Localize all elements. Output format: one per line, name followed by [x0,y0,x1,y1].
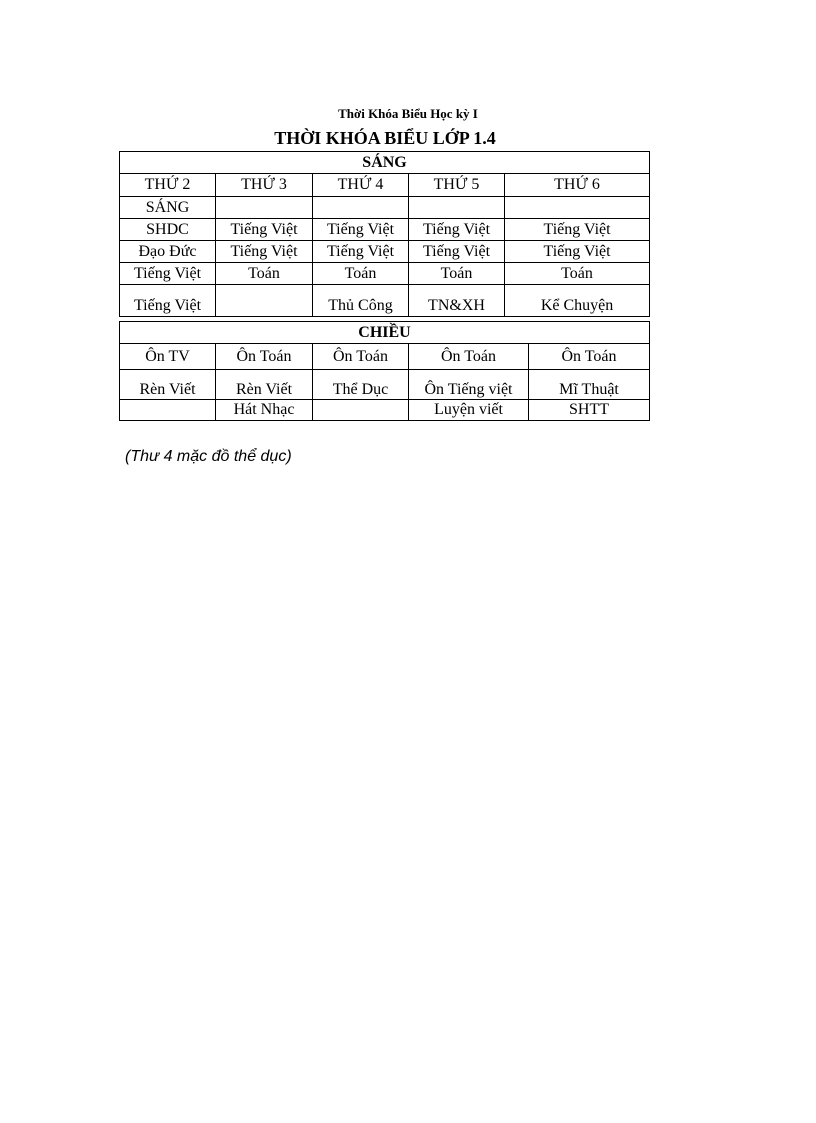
morning-section-label: SÁNG [120,152,650,174]
document-subtitle: Thời Khóa Biểu Học kỳ I [338,106,478,121]
table-row [120,263,650,285]
table-cell: Rèn Viết [120,370,216,400]
table-cell: Thủ Công [313,285,409,317]
day-header: THỨ 4 [313,174,409,197]
table-cell [120,400,216,421]
table-cell: SHTT [529,400,650,421]
table-cell: Ôn Toán [216,344,313,370]
table-cell: Ôn Toán [313,344,409,370]
table-cell: Ôn Toán [409,344,529,370]
table-cell: Tiếng Việt [216,219,313,241]
table-cell: Mĩ Thuật [529,370,650,400]
table-cell: Toán [409,263,505,285]
table-cell: Tiếng Việt [120,263,216,285]
table-cell: Tiếng Việt [409,241,505,263]
table-cell: SHDC [120,219,216,241]
table-cell [505,197,650,219]
table-cell: Tiếng Việt [409,219,505,241]
table-cell: Ôn TV [120,344,216,370]
table-cell: Luyện viết [409,400,529,421]
table-cell: Tiếng Việt [216,241,313,263]
table-cell: Thể Dục [313,370,409,400]
day-header: THỨ 6 [505,174,650,197]
table-row [120,285,650,317]
afternoon-section-row [120,322,650,344]
table-cell: Tiếng Việt [505,241,650,263]
table-row [120,241,650,263]
day-header: THỨ 3 [216,174,313,197]
table-cell: Tiếng Việt [505,219,650,241]
table-cell: Ôn Tiếng việt [409,370,529,400]
table-cell: Đạo Đức [120,241,216,263]
table-cell: Tiếng Việt [120,285,216,317]
table-cell: Tiếng Việt [313,241,409,263]
table-cell: Tiếng Việt [313,219,409,241]
morning-section-row [120,152,650,174]
table-row [120,400,650,421]
table-cell [313,197,409,219]
table-cell [216,285,313,317]
table-row [120,344,650,370]
uniform-note: (Thư 4 mặc đồ thể dục) [125,448,292,465]
table-cell: Toán [216,263,313,285]
table-row [120,197,650,219]
table-cell: Toán [505,263,650,285]
day-header: THỨ 5 [409,174,505,197]
table-cell: Rèn Viết [216,370,313,400]
table-cell: SÁNG [120,197,216,219]
table-cell: Ôn Toán [529,344,650,370]
table-row [120,370,650,400]
document-title: THỜI KHÓA BIỂU LỚP 1.4 [274,128,496,148]
table-cell: Toán [313,263,409,285]
table-cell [313,400,409,421]
table-row [120,219,650,241]
afternoon-section-label: CHIỀU [120,322,650,344]
day-header-row [120,174,650,197]
day-header: THỨ 2 [120,174,216,197]
table-cell [216,197,313,219]
table-cell: Hát Nhạc [216,400,313,421]
afternoon-schedule-table [119,321,650,421]
table-cell [409,197,505,219]
table-cell: TN&XH [409,285,505,317]
table-cell: Kể Chuyện [505,285,650,317]
morning-schedule-table [119,151,650,317]
